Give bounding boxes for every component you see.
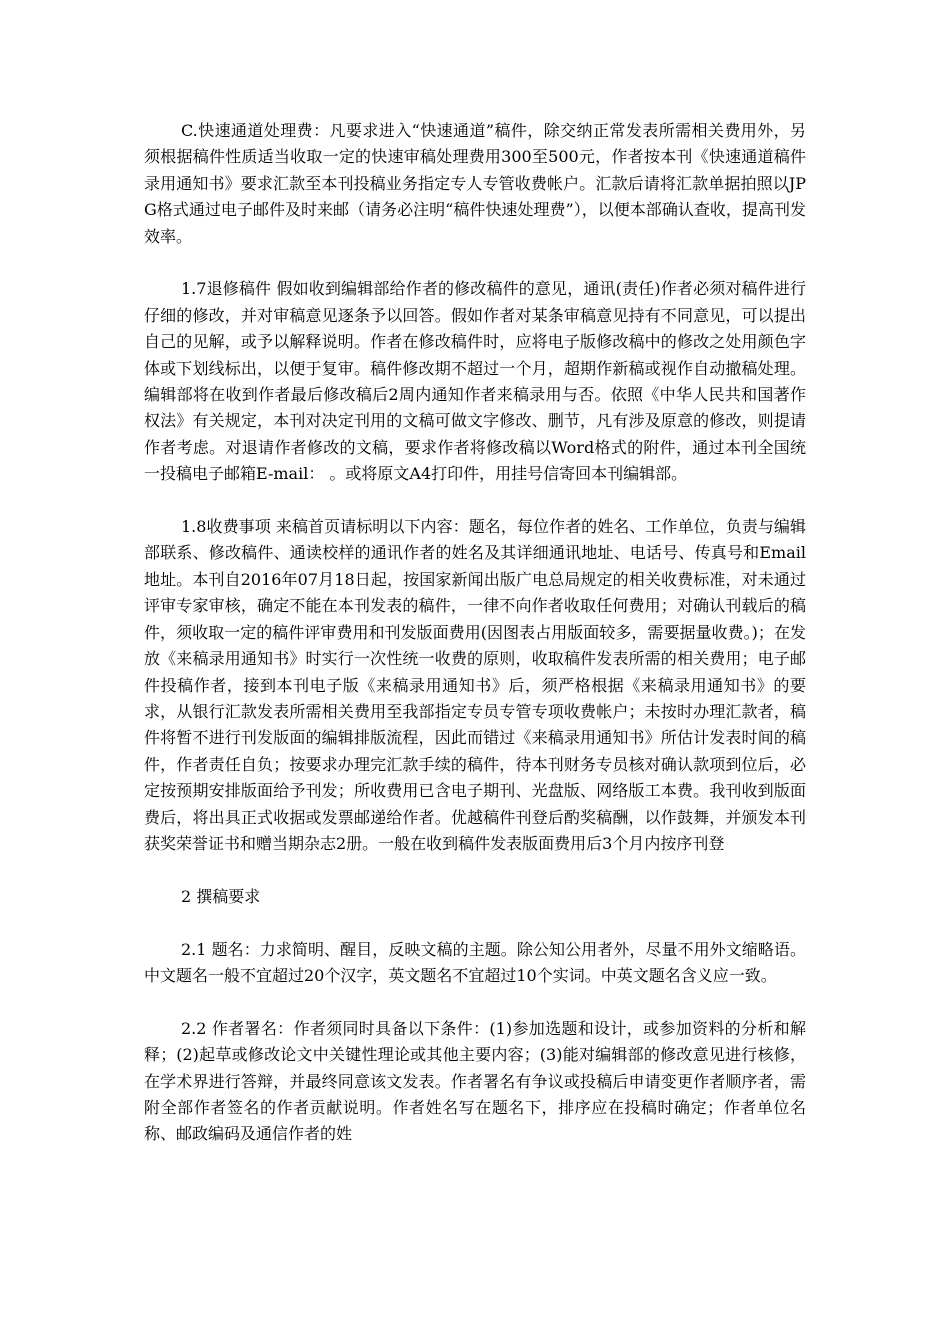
section-heading-writing-requirements: 2 撰稿要求 bbox=[181, 886, 261, 906]
paragraph-revision: 1.7退修稿件 假如收到编辑部给作者的修改稿件的意见，通讯(责任)作者必须对稿件进行仔细的修改，并对审稿意见逐条予以回答。假如作者对某条审稿意见持有不同意见，可以提出自己的见解，或予以解释说明。作者在修改稿件时，应将电子版修改稿中的修改之处用颜色字体或下划线标出，以便于复审。稿件修改期不超过一个月，超期作新稿或视作自动撤稿处理。编辑部将在收到作者最后修改稿后2周内通知作者来稿录用与否。依照《中华人民共和国著作权法》有关规定，本刊对决定刊用的文稿可做文字修改、删节，凡有涉及原意的修改，则提请作者考虑。对退请作者修改的文稿，要求作者将修改稿以Word格式的附件，通过本刊全国统一投稿电子邮箱E-mail： 。或将原文A4打印件，用挂号信寄回本刊编辑部。 bbox=[144, 279, 806, 484]
paragraph-fees: 1.8收费事项 来稿首页请标明以下内容：题名，每位作者的姓名、工作单位，负责与编辑部联系、修改稿件、通读校样的通讯作者的姓名及其详细通讯地址、电话号、传真号和Email地址。本刊自2016年07月18日起，按国家新闻出版广电总局规定的相关收费标准，对未通过评审专家审核，确定不能在本刊发表的稿件，一律不向作者收取任何费用；对确认刊载后的稿件，须收取一定的稿件评审费用和刊发版面费用(因图表占用版面较多，需要据量收费。)；在发放《来稿录用通知书》时实行一次性统一收费的原则，收取稿件发表所需的相关费用；电子邮件投稿作者，接到本刊电子版《来稿录用通知书》后，须严格根据《来稿录用通知书》的要求，从银行汇款发表所需相关费用至我部指定专员专管专项收费帐户；未按时办理汇款者，稿件将暂不进行刊发版面的编辑排版流程，因此而错过《来稿录用通知书》所估计发表时间的稿件，作者责任自负；按要求办理完汇款手续的稿件，待本刊财务专员核对确认款项到位后，必定按预期安排版面给予刊发；所收费用已含电子期刊、光盘版、网络版工本费。我刊收到版面费后，将出具正式收据或发票邮递给作者。优越稿件刊登后酌奖稿酬，以作鼓舞，并颁发本刊获奖荣誉证书和赠当期杂志2册。一般在收到稿件发表版面费用后3个月内按序刊登 bbox=[144, 517, 806, 853]
paragraph-title-rules: 2.1 题名：力求简明、醒目，反映文稿的主题。除公知公用者外，尽量不用外文缩略语。中文题名一般不宜超过20个汉字，英文题名不宜超过10个实词。中英文题名含义应一致。 bbox=[144, 939, 806, 985]
paragraph-author-signature: 2.2 作者署名：作者须同时具备以下条件：(1)参加选题和设计，或参加资料的分析和解释；(2)起草或修改论文中关键性理论或其他主要内容；(3)能对编辑部的修改意见进行核修，在学术界进行答辩，并最终同意该文发表。作者署名有争议或投稿后申请变更作者顺序者，需附全部作者签名的作者贡献说明。作者姓名写在题名下，排序应在投稿时确定；作者单位名称、邮政编码及通信作者的姓 bbox=[144, 1018, 806, 1144]
paragraph-fast-track-fee: C.快速通道处理费：凡要求进入“快速通道”稿件，除交纳正常发表所需相关费用外，另须根据稿件性质适当收取一定的快速审稿处理费用300至500元，作者按本刊《快速通道稿件录用通知书》要求汇款至本刊投稿业务指定专人专管收费帐户。汇款后请将汇款单据拍照以JPG格式通过电子邮件及时来邮（请务必注明“稿件快速处理费”），以便本部确认查收，提高刊发效率。 bbox=[144, 121, 806, 246]
document-page bbox=[144, 118, 806, 1174]
